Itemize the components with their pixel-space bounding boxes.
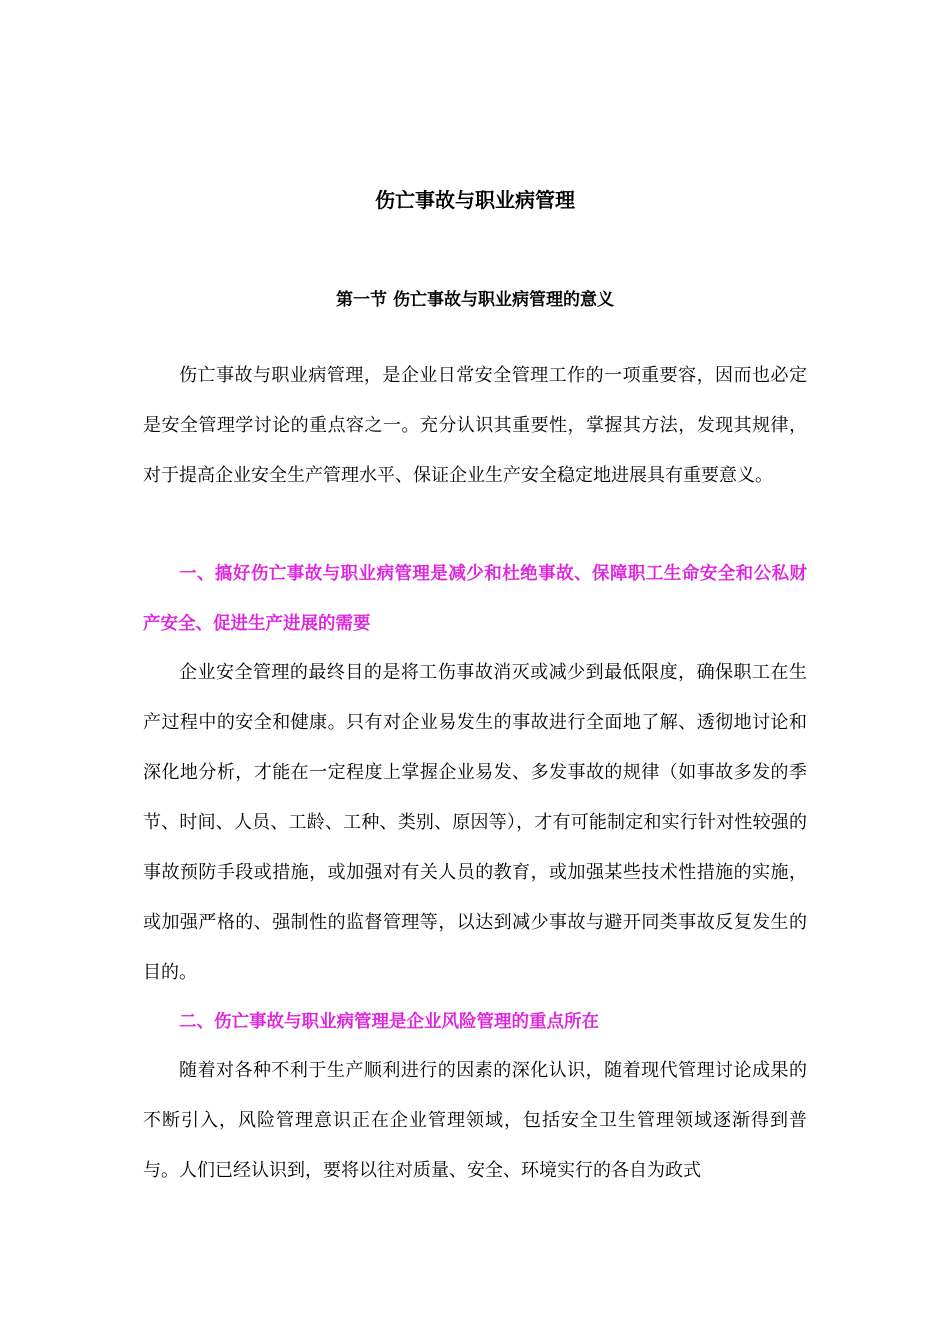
document-title: 伤亡事故与职业病管理 [375, 188, 575, 212]
body-paragraph-3: 随着对各种不利于生产顺利进行的因素的深化认识，随着现代管理讨论成果的不断引入，风险管理意识正在企业管理领域，包括安全卫生管理领域逐渐得到普与。人们已经认识到，要将以往对质量、安全、环境实行的各自为政式 [143, 1060, 807, 1181]
subheading-2: 二、伤亡事故与职业病管理是企业风险管理的重点所在 [179, 1012, 599, 1032]
body-paragraph-2: 企业安全管理的最终目的是将工伤事故消灭或减少到最低限度，确保职工在生产过程中的安全和健康。只有对企业易发生的事故进行全面地了解、透彻地讨论和深化地分析，才能在一定程度上掌握企业易发、多发事故的规律（如事故多发的季节、时间、人员、工龄、工种、类别、原因等），才有可能制定和实行针对性较强的事故预防手段或措施，或加强对有关人员的教育，或加强某些技术性措施的实施，或加强严格的、强制性的监督管理等，以达到减少事故与避开同类事故反复发生的目的。 [143, 662, 807, 983]
subheading-1: 一、搞好伤亡事故与职业病管理是减少和杜绝事故、保障职工生命安全和公私财产安全、促进生产进展的需要 [143, 564, 807, 634]
section-title: 第一节 伤亡事故与职业病管理的意义 [336, 290, 614, 310]
body-paragraph-1: 伤亡事故与职业病管理，是企业日常安全管理工作的一项重要容，因而也必定是安全管理学讨论的重点容之一。充分认识其重要性，掌握其方法，发现其规律，对于提高企业安全生产管理水平、保证企业生产安全稳定地进展具有重要意义。 [143, 365, 807, 486]
